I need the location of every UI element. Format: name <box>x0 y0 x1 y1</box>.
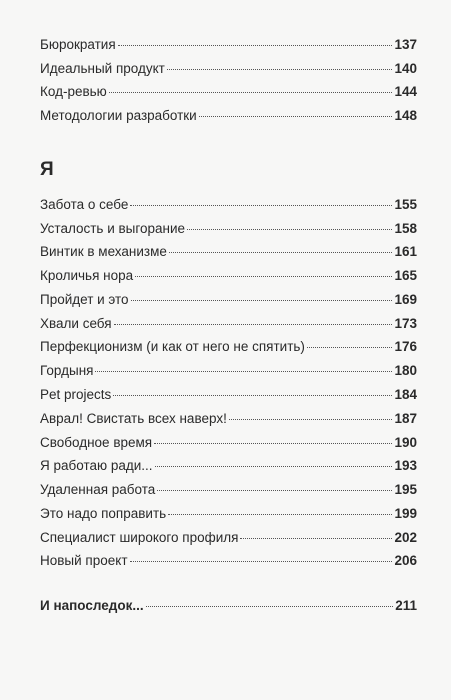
dot-leader <box>168 514 392 515</box>
toc-entry-page: 140 <box>394 61 417 76</box>
toc-entry-page: 184 <box>394 387 417 402</box>
dot-leader <box>146 606 394 607</box>
toc-entry-title: Забота о себе <box>40 197 129 212</box>
toc-entry[interactable] <box>40 529 417 547</box>
toc-entry-title: Усталость и выгорание <box>40 221 186 236</box>
toc-entry[interactable] <box>40 83 417 101</box>
toc-entry-title: Код-ревью <box>40 84 107 99</box>
toc-entry-page: 199 <box>394 506 417 521</box>
dot-leader <box>95 371 392 372</box>
dot-leader <box>155 466 393 467</box>
toc-entry[interactable] <box>40 315 417 333</box>
toc-entry-page: 187 <box>394 411 417 426</box>
toc-entry-title: Идеальный продукт <box>40 61 165 76</box>
toc-entry[interactable] <box>40 291 417 309</box>
dot-leader <box>130 205 392 206</box>
toc-entry-page: 173 <box>394 316 417 331</box>
dot-leader <box>135 276 392 277</box>
toc-entry-title: Новый проект <box>40 553 128 568</box>
toc-entry-page: 137 <box>394 37 417 52</box>
toc-entry-title: Винтик в механизме <box>40 244 167 259</box>
toc-entry-title: Методологии разработки <box>40 108 197 123</box>
dot-leader <box>187 229 392 230</box>
toc-entry[interactable] <box>40 196 417 214</box>
toc-entry[interactable] <box>40 60 417 78</box>
toc-entry[interactable] <box>40 410 417 428</box>
dot-leader <box>229 419 393 420</box>
toc-entry-page: 158 <box>394 221 417 236</box>
toc-entry[interactable] <box>40 505 417 523</box>
toc-entry-page: 211 <box>395 598 417 613</box>
toc-entry-title: Пройдет и это <box>40 292 129 307</box>
section-heading: Я <box>40 159 55 180</box>
toc-entry-page: 202 <box>394 530 417 545</box>
toc-entry-page: 169 <box>394 292 417 307</box>
toc-entry-title: Аврал! Свистать всех наверх! <box>40 411 227 426</box>
dot-leader <box>157 490 392 491</box>
toc-entry-page: 148 <box>394 108 417 123</box>
toc-entry-page: 190 <box>394 435 417 450</box>
toc-entry-title: Специалист широкого профиля <box>40 530 239 545</box>
toc-entry-title: Перфекционизм (и как от него не спятить) <box>40 339 305 354</box>
toc-entry-page: 195 <box>394 482 417 497</box>
toc-entry-page: 144 <box>394 84 417 99</box>
toc-entry[interactable] <box>40 552 417 570</box>
toc-entry-page: 161 <box>394 244 417 259</box>
dot-leader <box>199 116 393 117</box>
dot-leader <box>114 324 393 325</box>
toc-entry[interactable] <box>40 362 417 380</box>
toc-entry-title: Хвали себя <box>40 316 112 331</box>
toc-entry-page: 193 <box>394 458 417 473</box>
dot-leader <box>118 45 393 46</box>
toc-entry-afterword[interactable] <box>40 597 417 615</box>
toc-entry-title: Pet projects <box>40 387 112 402</box>
dot-leader <box>167 69 393 70</box>
dot-leader <box>130 561 393 562</box>
toc-entry[interactable] <box>40 220 417 238</box>
toc-entry-page: 206 <box>394 553 417 568</box>
toc-entry[interactable] <box>40 107 417 125</box>
toc-entry-title: Бюрократия <box>40 37 116 52</box>
toc-entry-page: 176 <box>394 339 417 354</box>
dot-leader <box>131 300 393 301</box>
toc-entry-title: Удаленная работа <box>40 482 156 497</box>
dot-leader <box>169 252 393 253</box>
toc-entry-title: И напоследок... <box>40 598 144 613</box>
toc-entry-page: 155 <box>394 197 417 212</box>
toc-entry-title: Свободное время <box>40 435 153 450</box>
toc-entry[interactable] <box>40 434 417 452</box>
toc-entry[interactable] <box>40 481 417 499</box>
toc-entry[interactable] <box>40 243 417 261</box>
toc-entry-page: 180 <box>394 363 417 378</box>
toc-entry-title: Гордыня <box>40 363 94 378</box>
toc-entry[interactable] <box>40 36 417 54</box>
toc-entry-page: 165 <box>394 268 417 283</box>
toc-entry[interactable] <box>40 338 417 356</box>
dot-leader <box>154 443 392 444</box>
toc-entry-title: Это надо поправить <box>40 506 167 521</box>
toc-entry-title: Я работаю ради... <box>40 458 153 473</box>
toc-entry[interactable] <box>40 386 417 404</box>
dot-leader <box>109 92 393 93</box>
dot-leader <box>240 538 392 539</box>
toc-entry[interactable] <box>40 457 417 475</box>
dot-leader <box>113 395 392 396</box>
dot-leader <box>307 347 393 348</box>
toc-entry[interactable] <box>40 267 417 285</box>
toc-entry-title: Кроличья нора <box>40 268 134 283</box>
